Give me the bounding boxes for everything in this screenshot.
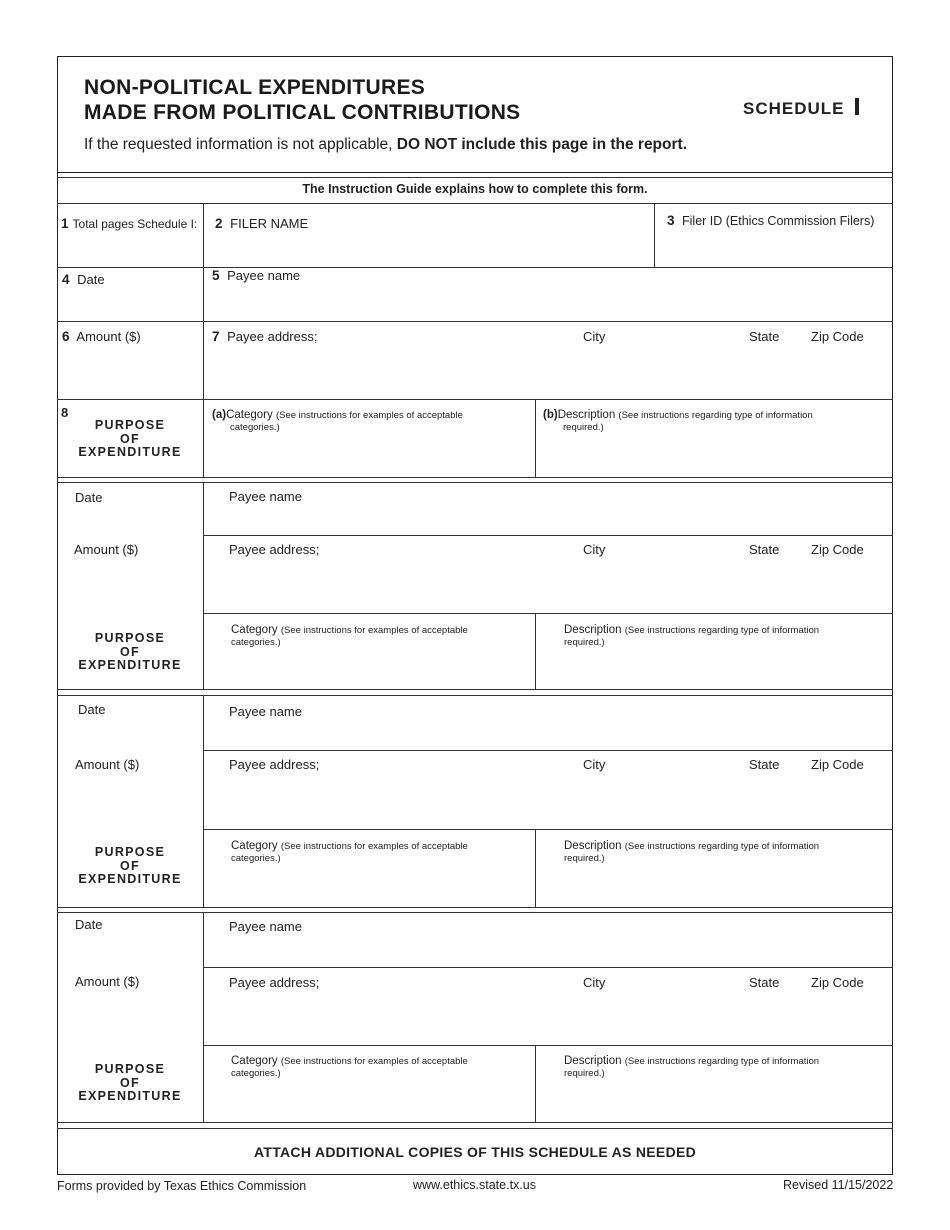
field-label: Date bbox=[77, 272, 105, 287]
entry3-zip[interactable]: Zip Code bbox=[811, 757, 864, 772]
field-label: Description bbox=[564, 624, 622, 636]
footer-website-link[interactable]: www.ethics.state.tx.us bbox=[413, 1178, 536, 1192]
footer-provider: Forms provided by Texas Ethics Commission bbox=[57, 1179, 307, 1193]
field-payee-address[interactable] bbox=[212, 329, 317, 344]
field-filer-name[interactable] bbox=[215, 216, 308, 231]
field-note: categories.) bbox=[231, 637, 281, 648]
divider bbox=[57, 177, 893, 178]
entry4-date[interactable]: Date bbox=[75, 917, 103, 932]
column-divider bbox=[535, 829, 536, 907]
entry3-amount[interactable]: Amount ($) bbox=[75, 757, 140, 772]
entry4-description[interactable] bbox=[564, 1055, 819, 1080]
divider bbox=[203, 613, 893, 614]
entry4-payee-address[interactable]: Payee address; bbox=[229, 975, 320, 990]
field-note: (See instructions for examples of acceptable bbox=[280, 841, 468, 852]
field-note: required.) bbox=[564, 637, 605, 648]
field-total-pages[interactable] bbox=[61, 216, 197, 231]
entry3-payee-address[interactable]: Payee address; bbox=[229, 757, 320, 772]
divider bbox=[57, 477, 893, 478]
purpose-line: OF bbox=[120, 431, 140, 446]
divider bbox=[57, 689, 893, 690]
field-prefix: (b) bbox=[543, 409, 558, 421]
field-label: Category bbox=[231, 624, 278, 636]
divider bbox=[57, 1122, 893, 1123]
entry2-date[interactable]: Date bbox=[75, 490, 103, 505]
divider bbox=[203, 750, 893, 751]
field-description[interactable] bbox=[543, 409, 813, 434]
entry4-payee-name[interactable]: Payee name bbox=[229, 919, 302, 934]
purpose-of-expenditure-label bbox=[57, 846, 203, 887]
purpose-line: PURPOSE bbox=[94, 845, 166, 859]
purpose-line: EXPENDITURE bbox=[78, 445, 182, 459]
entry2-description[interactable] bbox=[564, 624, 819, 649]
field-note: (See instructions regarding type of information bbox=[624, 625, 820, 636]
field-date[interactable] bbox=[62, 272, 105, 287]
schedule-text: SCHEDULE bbox=[743, 99, 845, 118]
purpose-line: PURPOSE bbox=[94, 418, 166, 432]
field-note: (See instructions for examples of acceptable bbox=[280, 625, 468, 636]
field-label: Filer ID (Ethics Commission Filers) bbox=[682, 214, 875, 228]
field-label: Category bbox=[231, 1055, 278, 1067]
entry3-description[interactable] bbox=[564, 840, 819, 865]
field-payee-name[interactable] bbox=[212, 268, 300, 283]
field-number: 5 bbox=[212, 268, 220, 283]
entry2-state[interactable]: State bbox=[749, 542, 780, 557]
purpose-of-expenditure-label bbox=[57, 632, 203, 673]
divider bbox=[57, 482, 893, 483]
divider bbox=[57, 1128, 893, 1129]
footer-revised-date: Revised 11/15/2022 bbox=[783, 1178, 894, 1192]
field-state[interactable]: State bbox=[749, 329, 780, 344]
divider bbox=[57, 399, 893, 400]
field-note: categories.) bbox=[230, 422, 280, 433]
form-title bbox=[84, 75, 521, 125]
divider bbox=[203, 1045, 893, 1046]
schedule-letter-bar bbox=[855, 98, 859, 115]
note-prefix: If the requested information is not applicable, bbox=[84, 136, 397, 153]
divider bbox=[57, 172, 893, 173]
field-label: Description bbox=[564, 1055, 622, 1067]
schedule-label bbox=[743, 98, 859, 119]
field-label: Category bbox=[226, 409, 273, 421]
entry2-category[interactable] bbox=[231, 624, 468, 649]
purpose-line: OF bbox=[120, 1075, 140, 1090]
entry3-category[interactable] bbox=[231, 840, 468, 865]
purpose-of-expenditure-label bbox=[57, 419, 203, 460]
title-line-2: MADE FROM POLITICAL CONTRIBUTIONS bbox=[84, 101, 521, 124]
column-divider bbox=[203, 912, 204, 1122]
field-note: required.) bbox=[564, 1068, 605, 1079]
entry2-amount[interactable]: Amount ($) bbox=[74, 542, 139, 557]
entry2-city[interactable]: City bbox=[583, 542, 606, 557]
divider bbox=[57, 203, 893, 204]
entry3-date[interactable]: Date bbox=[78, 702, 106, 717]
field-note: (See instructions regarding type of information bbox=[624, 841, 820, 852]
attach-copies-note: ATTACH ADDITIONAL COPIES OF THIS SCHEDULE AS NEEDED bbox=[253, 1144, 697, 1160]
instruction-guide-note: The Instruction Guide explains how to complete this form. bbox=[302, 182, 648, 196]
entry4-zip[interactable]: Zip Code bbox=[811, 975, 864, 990]
field-number: 2 bbox=[215, 216, 223, 231]
field-label: Category bbox=[231, 840, 278, 852]
purpose-line: PURPOSE bbox=[94, 1062, 166, 1076]
entry4-state[interactable]: State bbox=[749, 975, 780, 990]
field-category[interactable] bbox=[212, 409, 463, 434]
column-divider bbox=[203, 482, 204, 689]
column-divider bbox=[535, 399, 536, 477]
field-amount[interactable] bbox=[62, 329, 141, 344]
field-note: (See instructions for examples of acceptable bbox=[280, 1056, 468, 1067]
field-number: 3 bbox=[667, 213, 675, 228]
divider bbox=[203, 967, 893, 968]
column-divider bbox=[203, 203, 204, 477]
field-label: Description bbox=[557, 409, 616, 421]
divider bbox=[203, 535, 893, 536]
divider bbox=[203, 829, 893, 830]
column-divider bbox=[535, 1045, 536, 1122]
purpose-line: OF bbox=[120, 858, 140, 873]
divider bbox=[57, 321, 893, 322]
field-note: required.) bbox=[563, 422, 604, 433]
entry3-state[interactable]: State bbox=[749, 757, 780, 772]
field-filer-id[interactable] bbox=[667, 213, 874, 228]
field-zip[interactable]: Zip Code bbox=[811, 329, 864, 344]
field-label: Payee address; bbox=[227, 329, 318, 344]
field-city[interactable]: City bbox=[583, 329, 606, 344]
column-divider bbox=[203, 695, 204, 907]
purpose-line: EXPENDITURE bbox=[78, 1089, 182, 1103]
field-number: 7 bbox=[212, 329, 220, 344]
entry2-payee-name[interactable]: Payee name bbox=[229, 489, 302, 504]
field-note: categories.) bbox=[231, 1068, 281, 1079]
column-divider bbox=[535, 613, 536, 689]
field-prefix: (a) bbox=[212, 409, 227, 421]
entry3-city[interactable]: City bbox=[583, 757, 606, 772]
entry3-payee-name[interactable]: Payee name bbox=[229, 704, 302, 719]
divider bbox=[57, 912, 893, 913]
divider bbox=[57, 907, 893, 908]
divider bbox=[57, 695, 893, 696]
entry2-payee-address[interactable]: Payee address; bbox=[229, 542, 320, 557]
divider bbox=[57, 267, 893, 268]
purpose-line: EXPENDITURE bbox=[78, 658, 182, 672]
purpose-line: EXPENDITURE bbox=[78, 872, 182, 886]
field-number-8: 8 bbox=[61, 405, 69, 420]
entry2-zip[interactable]: Zip Code bbox=[811, 542, 864, 557]
entry4-category[interactable] bbox=[231, 1055, 468, 1080]
note-bold: DO NOT include this page in the report. bbox=[396, 136, 687, 153]
field-number: 1 bbox=[61, 216, 69, 231]
field-note: required.) bbox=[564, 853, 605, 864]
field-note: categories.) bbox=[231, 853, 281, 864]
field-note: (See instructions regarding type of information bbox=[618, 410, 813, 421]
field-label: Payee name bbox=[227, 268, 301, 283]
purpose-line: OF bbox=[120, 644, 140, 659]
field-label: Total pages Schedule I: bbox=[72, 217, 198, 231]
applicability-note bbox=[84, 136, 687, 154]
field-label: FILER NAME bbox=[230, 216, 309, 231]
title-line-1: NON-POLITICAL EXPENDITURES bbox=[84, 76, 426, 99]
field-number: 6 bbox=[62, 329, 70, 344]
field-note: (See instructions regarding type of information bbox=[624, 1056, 820, 1067]
field-label: Amount ($) bbox=[76, 329, 141, 344]
purpose-of-expenditure-label bbox=[57, 1063, 203, 1104]
entry4-amount[interactable]: Amount ($) bbox=[75, 974, 140, 989]
field-note: (See instructions for examples of acceptable bbox=[275, 410, 463, 421]
entry4-city[interactable]: City bbox=[583, 975, 606, 990]
purpose-line: PURPOSE bbox=[94, 631, 166, 645]
column-divider bbox=[654, 203, 655, 268]
field-number: 4 bbox=[62, 272, 70, 287]
field-label: Description bbox=[564, 840, 622, 852]
